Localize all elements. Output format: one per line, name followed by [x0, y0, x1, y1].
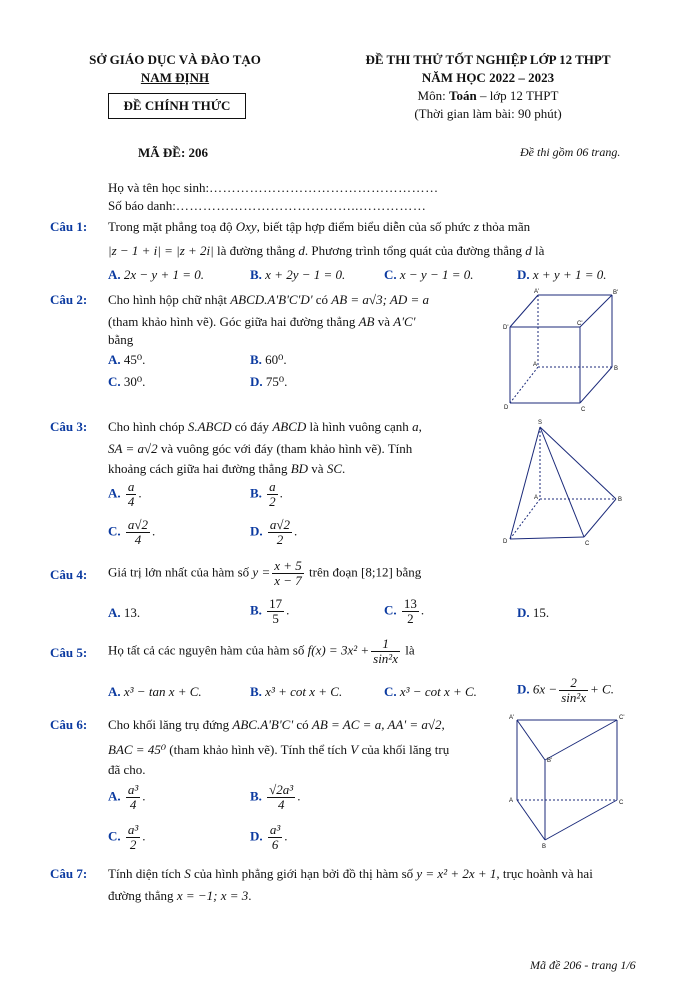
label-a1: A': [534, 289, 540, 295]
q1-option-a[interactable]: A. 2x − y + 1 = 0.: [108, 267, 204, 282]
edge: [517, 800, 545, 840]
question-label-4: Câu 4:: [50, 567, 88, 582]
q5-option-b[interactable]: B. x³ + cot x + C.: [250, 684, 343, 699]
hidden-edge: [510, 499, 540, 539]
label-a1: A': [509, 715, 515, 721]
question-label-3: Câu 3:: [50, 419, 88, 434]
question-label-2: Câu 2:: [50, 292, 88, 307]
question-2-line2: (tham khảo hình vẽ). Góc giữa hai đường thẳng AB và A'C': [108, 314, 416, 329]
label-c1: C': [619, 715, 625, 721]
label-a: A: [533, 362, 538, 368]
question-label-6: Câu 6:: [50, 717, 88, 732]
label-s: S: [538, 420, 543, 426]
figure-cuboid: [500, 285, 630, 415]
question-2-line3: bằng: [108, 332, 134, 347]
q3-option-a[interactable]: A. $\frac{a}{4}$ .: [108, 479, 142, 509]
question-6-line2: BAC = 45⁰ (tham khảo hình vẽ). Tính thể tích V của khối lăng trụ: [108, 742, 450, 757]
q3-option-d[interactable]: D. $\frac{a√2}{2}$ .: [250, 517, 298, 547]
edge: [580, 367, 612, 403]
label-c: C: [581, 407, 586, 413]
question-6-line3: đã cho.: [108, 762, 146, 777]
question-2-line1: Cho hình hộp chữ nhật ABCD.A'B'C'D' có AB = a√3; AD = a: [108, 292, 430, 307]
question-4-line1: Giá trị lớn nhất của hàm số y = $\frac{x + 5}{x - 7}$ trên đoạn [8;12] bằng: [108, 558, 422, 588]
q2-option-c[interactable]: C. 30⁰.: [108, 374, 146, 389]
edge: [545, 800, 617, 840]
question-6-line1: Cho khối lăng trụ đứng ABC.A'B'C' có AB = AC = a, AA' = a√2,: [108, 717, 445, 732]
official-box: ĐỀ CHÍNH THỨC: [108, 93, 246, 119]
page-footer: Mã đề 206 - trang 1/6: [530, 958, 636, 972]
subject: Môn: Toán – lớp 12 THPT: [417, 88, 559, 103]
question-label-1: Câu 1:: [50, 219, 88, 234]
question-1-line2: |z − 1 + i| = |z + 2i| là đường thẳng d. Phương trình tổng quát của đường thẳng d là: [108, 243, 545, 258]
edge: [510, 427, 540, 539]
q4-option-c[interactable]: C. $\frac{13}{2}$ .: [384, 596, 425, 626]
q3-option-b[interactable]: B. $\frac{a}{2}$ .: [250, 479, 283, 509]
q2-option-a[interactable]: A. 45⁰.: [108, 352, 146, 367]
pages-note: Đề thi gồm 06 trang.: [520, 145, 621, 159]
q1-option-b[interactable]: B. x + 2y − 1 = 0.: [250, 267, 346, 282]
q5-option-c[interactable]: C. x³ − cot x + C.: [384, 684, 477, 699]
edge: [540, 427, 616, 499]
q6-option-c[interactable]: C. $\frac{\text{a³}}{2}$ .: [108, 822, 146, 852]
edge: [580, 295, 612, 327]
edge: [510, 295, 538, 327]
hidden-edge: [510, 367, 538, 403]
edge: [545, 720, 617, 760]
exam-time: (Thời gian làm bài: 90 phút): [414, 106, 562, 121]
school-year: NĂM HỌC 2022 – 2023: [421, 70, 555, 85]
question-label-5: Câu 5:: [50, 645, 88, 660]
figure-pyramid: [500, 415, 630, 550]
figure-prism: [505, 710, 635, 850]
student-id-line: Số báo danh:…………………………………..……………: [108, 198, 427, 213]
label-b1: B': [613, 290, 619, 296]
q1-option-c[interactable]: C. x − y − 1 = 0.: [384, 267, 474, 282]
student-name-line: Họ và tên học sinh:……………………………………………: [108, 180, 439, 195]
question-3-line1: Cho hình chóp S.ABCD có đáy ABCD là hình vuông cạnh a,: [108, 419, 422, 434]
label-d: D: [503, 539, 508, 545]
q4-option-b[interactable]: B. $\frac{17}{5}$ .: [250, 596, 290, 626]
q1-option-d[interactable]: D. x + y + 1 = 0.: [517, 267, 607, 282]
question-3-line2: SA = a√2 và vuông góc với đáy (tham khảo hình vẽ). Tính: [108, 441, 413, 456]
label-a: A: [534, 495, 539, 501]
edge: [540, 427, 584, 537]
question-3-line3: khoảng cách giữa hai đường thẳng BD và SC.: [108, 461, 346, 476]
label-b1: B': [547, 758, 553, 764]
exam-title: ĐỀ THI THỬ TỐT NGHIỆP LỚP 12 THPT: [365, 52, 611, 67]
province: NAM ĐỊNH: [140, 70, 210, 85]
q6-option-d[interactable]: D. $\frac{\text{a³}}{6}$ .: [250, 822, 288, 852]
label-b: B: [618, 497, 623, 503]
question-1-line1: Trong mặt phẳng toạ độ Oxy, biết tập hợp điểm biểu diễn của số phức z thỏa mãn: [108, 219, 531, 234]
label-b: B: [614, 366, 619, 372]
school-dept: SỞ GIÁO DỤC VÀ ĐÀO TẠO: [89, 52, 261, 67]
q6-option-b[interactable]: B. $\frac{\text{√2a³}}{4}$ .: [250, 782, 301, 812]
q2-option-b[interactable]: B. 60⁰.: [250, 352, 287, 367]
label-a: A: [509, 798, 514, 804]
label-d1: D': [503, 325, 509, 331]
q6-option-a[interactable]: A. $\frac{\text{a³}}{4}$ .: [108, 782, 146, 812]
label-c1: C': [577, 321, 583, 327]
label-d: D: [504, 405, 509, 411]
q5-option-a[interactable]: A. x³ − tan x + C.: [108, 684, 202, 699]
q4-option-a[interactable]: A. 13.: [108, 605, 141, 620]
q3-option-c[interactable]: C. $\frac{a√2}{4}$ .: [108, 517, 156, 547]
edge: [584, 499, 616, 537]
exam-code: MÃ ĐỀ: 206: [138, 145, 209, 160]
label-b: B: [542, 844, 547, 850]
edge: [517, 720, 545, 760]
question-label-7: Câu 7:: [50, 866, 88, 881]
edge: [510, 537, 584, 539]
q5-option-d[interactable]: D. 6x − $\frac{2}{\text{sin²x}}$ + C.: [517, 675, 614, 705]
q4-option-d[interactable]: D. 15.: [517, 605, 550, 620]
q2-option-d[interactable]: D. 75⁰.: [250, 374, 288, 389]
question-7-line2: đường thẳng x = −1; x = 3.: [108, 888, 252, 903]
question-7-line1: Tính diện tích S của hình phẳng giới hạn bởi đồ thị hàm số y = x² + 2x + 1, trục hoành và hai: [108, 866, 593, 881]
label-c: C: [619, 800, 624, 806]
label-c: C: [585, 541, 590, 547]
question-5-line1: Họ tất cả các nguyên hàm của hàm số f(x) = 3x² + $\frac{1}{\text{sin²x}}$ là: [108, 636, 415, 666]
